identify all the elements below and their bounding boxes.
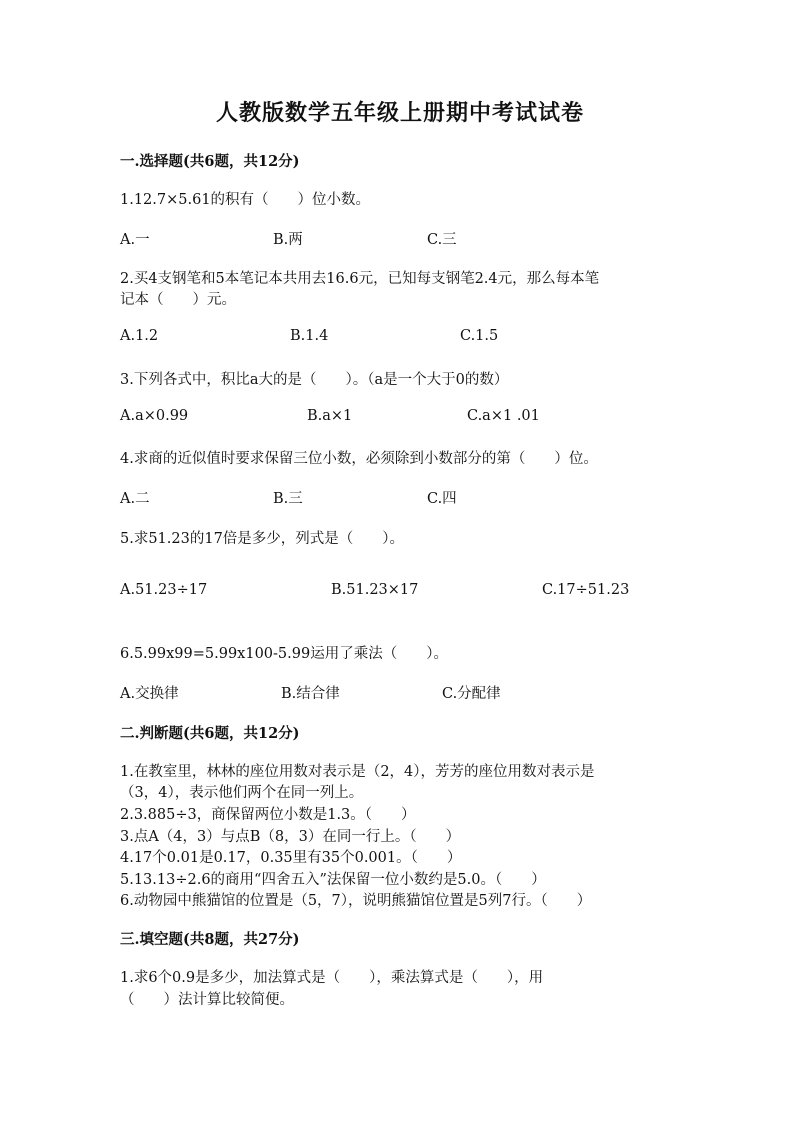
option-a: A.二 bbox=[120, 491, 150, 507]
section-heading-fill: 三.填空题(共8题，共27分) bbox=[120, 931, 300, 948]
section-heading-choice: 一.选择题(共6题，共12分) bbox=[120, 153, 300, 170]
option-b: B.三 bbox=[273, 491, 303, 507]
option-b: B.a×1 bbox=[307, 408, 353, 424]
option-a: A.a×0.99 bbox=[120, 408, 189, 424]
judge-question: 1.在教室里，林林的座位用数对表示是（2，4），芳芳的座位用数对表示是 bbox=[120, 764, 595, 780]
question-text: 3.下列各式中，积比a大的是（ ）。（a是一个大于0的数） bbox=[120, 372, 509, 388]
question-text: 4.求商的近似值时要求保留三位小数，必须除到小数部分的第（ ）位。 bbox=[120, 451, 598, 467]
section-heading-judge: 二.判断题(共6题，共12分) bbox=[120, 725, 300, 742]
option-c: C.四 bbox=[427, 491, 457, 507]
judge-question: 6.动物园中熊猫馆的位置是（5，7），说明熊猫馆位置是5列7行。（ ） bbox=[120, 893, 592, 909]
judge-question: 2.3.885÷3，商保留两位小数是1.3。（ ） bbox=[120, 807, 416, 823]
option-a: A.51.23÷17 bbox=[120, 582, 208, 598]
judge-question-continued: （3，4），表示他们两个在同一列上。 bbox=[120, 785, 364, 801]
option-b: B.两 bbox=[273, 232, 303, 248]
fill-question: 1.求6个0.9是多少，加法算式是（ ），乘法算式是（ ），用 bbox=[120, 970, 544, 986]
option-a: A.一 bbox=[120, 232, 150, 248]
option-a: A.交换律 bbox=[120, 686, 179, 702]
judge-question: 5.13.13÷2.6的商用“四舍五入”法保留一位小数约是5.0。（ ） bbox=[120, 872, 546, 888]
question-text: 5.求51.23的17倍是多少，列式是（ ）。 bbox=[120, 531, 405, 547]
question-text: 6.5.99x99=5.99x100-5.99运用了乘法（ ）。 bbox=[120, 646, 448, 662]
option-c: C.1.5 bbox=[460, 328, 499, 344]
option-c: C.a×1 .01 bbox=[467, 408, 540, 424]
option-c: C.三 bbox=[427, 232, 457, 248]
option-b: B.51.23×17 bbox=[331, 582, 419, 598]
option-a: A.1.2 bbox=[120, 328, 159, 344]
option-b: B.结合律 bbox=[281, 686, 340, 702]
question-text: 2.买4支钢笔和5本笔记本共用去16.6元，已知每支钢笔2.4元，那么每本笔 bbox=[120, 271, 600, 287]
judge-question: 4.17个0.01是0.17，0.35里有35个0.001。（ ） bbox=[120, 850, 462, 866]
option-c: C.17÷51.23 bbox=[542, 582, 630, 598]
question-text-continued: 记本（ ）元。 bbox=[120, 292, 236, 308]
judge-question: 3.点A（4，3）与点B（8，3）在同一行上。（ ） bbox=[120, 829, 461, 845]
option-b: B.1.4 bbox=[290, 328, 329, 344]
exam-title: 人教版数学五年级上册期中考试试卷 bbox=[215, 100, 584, 126]
option-c: C.分配律 bbox=[442, 686, 501, 702]
question-text: 1.12.7×5.61的积有（ ）位小数。 bbox=[120, 192, 371, 208]
fill-question-continued: （ ）法计算比较简便。 bbox=[120, 992, 294, 1008]
